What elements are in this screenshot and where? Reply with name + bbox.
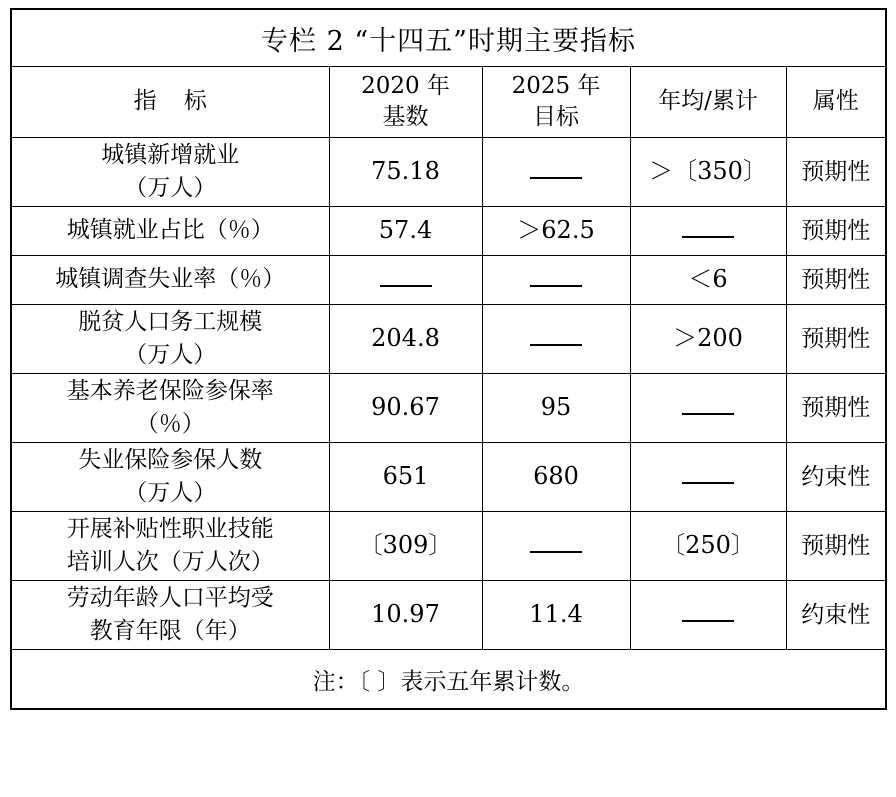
row-indicator — [11, 512, 329, 581]
row-target2025 — [482, 305, 630, 374]
row-target2025 — [482, 138, 630, 207]
em-dash-icon — [682, 471, 734, 484]
em-dash-icon — [530, 333, 582, 346]
row-indicator-line1: 城镇新增就业 — [101, 141, 240, 168]
column-header-target2025 — [482, 67, 630, 138]
column-header-base2020 — [329, 67, 482, 138]
row-indicator-line1: 劳动年龄人口平均受 — [66, 584, 274, 611]
row-indicator — [11, 138, 329, 207]
row-target2025 — [482, 512, 630, 581]
row-attribute: 预期性 — [786, 512, 886, 581]
table-row — [11, 581, 886, 650]
row-indicator-line1: 开展补贴性职业技能 — [66, 515, 274, 542]
row-indicator — [11, 305, 329, 374]
row-attribute: 预期性 — [786, 374, 886, 443]
row-target2025: 680 — [482, 443, 630, 512]
indicators-table — [10, 8, 887, 710]
row-indicator — [11, 443, 329, 512]
row-target2025: 11.4 — [482, 581, 630, 650]
column-header-annual-total-label: 年均/累计 — [658, 88, 758, 115]
row-base2020: 651 — [329, 443, 482, 512]
row-target2025 — [482, 256, 630, 305]
em-dash-icon — [530, 274, 582, 287]
row-indicator-line2: （％） — [135, 411, 205, 437]
row-annual-total — [630, 581, 786, 650]
table-row — [11, 305, 886, 374]
row-attribute: 预期性 — [786, 207, 886, 256]
row-annual-total — [630, 207, 786, 256]
row-attribute: 预期性 — [786, 305, 886, 374]
row-indicator — [11, 374, 329, 443]
em-dash-icon — [682, 225, 734, 238]
table-row — [11, 207, 886, 256]
table-note-row — [11, 650, 886, 710]
row-indicator-line2: （万人） — [124, 342, 217, 368]
row-indicator-line1: 基本养老保险参保率 — [66, 377, 274, 404]
row-attribute: 预期性 — [786, 138, 886, 207]
row-base2020: 〔309〕 — [329, 512, 482, 581]
column-header-indicator-label: 指 标 — [133, 88, 217, 115]
table-row — [11, 443, 886, 512]
column-header-indicator — [11, 67, 329, 138]
row-indicator-line1: 脱贫人口务工规模 — [78, 308, 263, 335]
table-header-row — [11, 67, 886, 138]
table-row — [11, 374, 886, 443]
em-dash-icon — [682, 402, 734, 415]
row-indicator: 城镇就业占比（％） — [11, 207, 329, 256]
row-indicator-line2: （万人） — [124, 175, 217, 201]
row-indicator-line1: 失业保险参保人数 — [78, 446, 263, 473]
column-header-attribute — [786, 67, 886, 138]
row-attribute: 约束性 — [786, 581, 886, 650]
row-indicator — [11, 581, 329, 650]
table-title: 专栏 2 “十四五”时期主要指标 — [11, 9, 886, 67]
row-indicator: 城镇调查失业率（％） — [11, 256, 329, 305]
em-dash-icon — [530, 166, 582, 179]
row-indicator-line2: 教育年限（年） — [89, 618, 251, 644]
row-base2020: 90.67 — [329, 374, 482, 443]
row-annual-total: 〔250〕 — [630, 512, 786, 581]
row-indicator-line2: 培训人次（万人次） — [66, 549, 274, 575]
row-attribute: 约束性 — [786, 443, 886, 512]
em-dash-icon — [380, 274, 432, 287]
table-row — [11, 256, 886, 305]
table-note: 注：〔 〕表示五年累计数。 — [11, 650, 886, 710]
row-target2025: 95 — [482, 374, 630, 443]
row-indicator-line2: （万人） — [124, 480, 217, 506]
row-target2025: ＞62.5 — [482, 207, 630, 256]
row-annual-total — [630, 443, 786, 512]
em-dash-icon — [530, 540, 582, 553]
row-base2020: 57.4 — [329, 207, 482, 256]
row-base2020 — [329, 256, 482, 305]
column-header-base2020-line2: 基数 — [382, 104, 429, 130]
row-base2020: 204.8 — [329, 305, 482, 374]
table-title-row — [11, 9, 886, 67]
row-annual-total: ＜6 — [630, 256, 786, 305]
row-annual-total: ＞〔350〕 — [630, 138, 786, 207]
em-dash-icon — [682, 609, 734, 622]
column-header-attribute-label: 属性 — [812, 88, 859, 115]
table-row — [11, 512, 886, 581]
row-attribute: 预期性 — [786, 256, 886, 305]
column-header-annual-total — [630, 67, 786, 138]
table-row — [11, 138, 886, 207]
column-header-target2025-line2: 目标 — [533, 104, 579, 130]
row-annual-total: ＞200 — [630, 305, 786, 374]
row-base2020: 10.97 — [329, 581, 482, 650]
column-header-target2025-line1: 2025 年 — [511, 72, 601, 99]
row-annual-total — [630, 374, 786, 443]
row-base2020: 75.18 — [329, 138, 482, 207]
column-header-base2020-line1: 2020 年 — [361, 72, 450, 99]
